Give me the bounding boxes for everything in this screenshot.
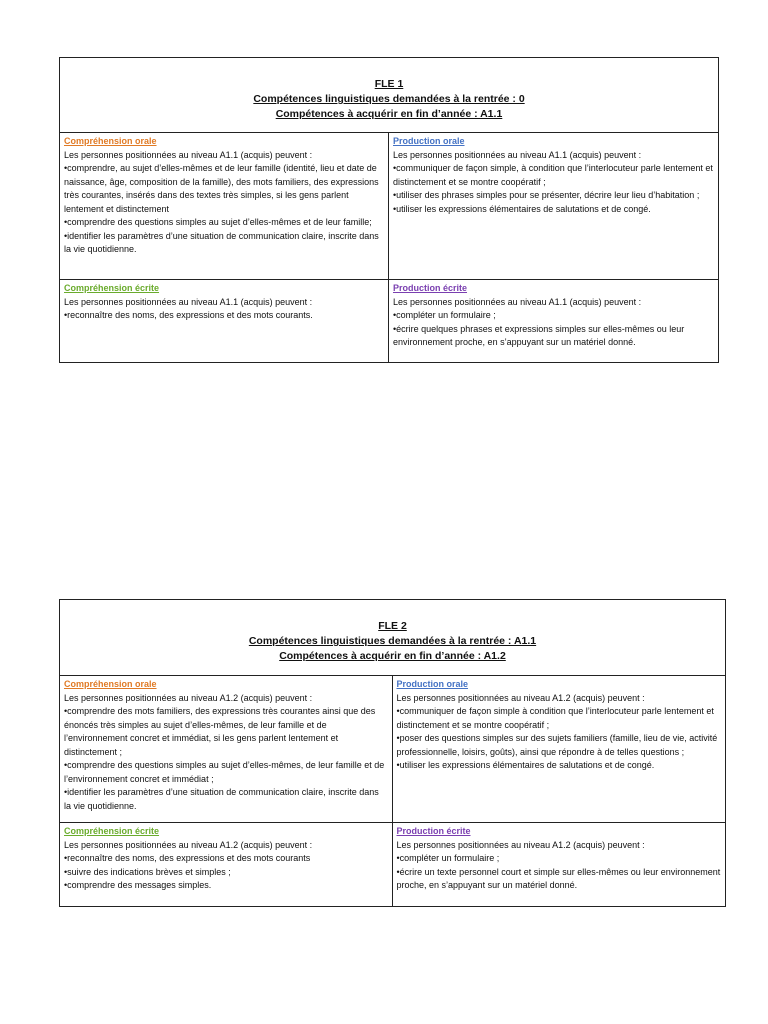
list-item: • comprendre des mots familiers, des expressions très courantes ainsi que des énoncés très simples au sujet d’elles-mêmes, de leur famille et de l’environnement concret et immédiat, si les gens parlent lentement et distinctement ; bbox=[64, 705, 388, 759]
list-item: • écrire un texte personnel court et simple sur elles-mêmes ou leur environnement proche, en s’appuyant sur un matériel donné. bbox=[397, 866, 722, 893]
section-intro: Les personnes positionnées au niveau A1.2 (acquis) peuvent : bbox=[396, 839, 645, 850]
list-item: • communiquer de façon simple à condition que l’interlocuteur parle lentement et distinctement et se montre coopératif ; bbox=[397, 705, 722, 732]
fle1-production-orale bbox=[389, 133, 718, 280]
section-intro: Les personnes positionnées au niveau A1.1 (acquis) peuvent : bbox=[64, 296, 313, 307]
list-item: • compléter un formulaire ; bbox=[393, 309, 714, 323]
list-item: • reconnaître des noms, des expressions et des mots courants. bbox=[64, 309, 384, 323]
fle1-card bbox=[59, 57, 719, 363]
fle2-comprehension-orale bbox=[60, 676, 393, 823]
fle1-title: FLE 1 bbox=[374, 78, 404, 90]
section-title: Production écrite bbox=[393, 283, 468, 293]
section-intro: Les personnes positionnées au niveau A1.2 (acquis) peuvent : bbox=[64, 839, 313, 850]
list-item: • identifier les paramètres d’une situation de communication claire, inscrite dans la vie quotidienne. bbox=[64, 230, 384, 257]
section-intro: Les personnes positionnées au niveau A1.1 (acquis) peuvent : bbox=[393, 296, 642, 307]
list-item: • écrire quelques phrases et expressions simples sur elles-mêmes ou leur environnement proche, en s’appuyant sur un matériel donné. bbox=[393, 323, 714, 350]
list-item: • poser des questions simples sur des sujets familiers (famille, lieu de vie, activité professionnelle, loisirs, goûts), ainsi que répondre à de telles questions ; bbox=[397, 732, 722, 759]
fle2-production-ecrite bbox=[393, 823, 726, 906]
list-item: • identifier les paramètres d’une situation de communication claire, inscrite dans la vie quotidienne. bbox=[64, 786, 388, 813]
list-item: • comprendre, au sujet d’elles-mêmes et de leur famille (identité, lieu et date de naissance, âge, composition de la famille), des mots familiers, des expressions très courantes, insérés dans des textes très simples, si les gens parlent lentement et distinctement bbox=[64, 162, 384, 216]
fle2-target-level: Compétences à acquérir en fin d’année : A1.2 bbox=[279, 650, 506, 662]
fle2-header bbox=[60, 600, 725, 676]
fle1-required-level: Compétences linguistiques demandées à la rentrée : 0 bbox=[253, 93, 525, 105]
section-title: Compréhension écrite bbox=[64, 826, 160, 836]
section-title: Production orale bbox=[393, 136, 465, 146]
section-intro: Les personnes positionnées au niveau A1.2 (acquis) peuvent : bbox=[396, 692, 645, 703]
fle1-comprehension-ecrite bbox=[60, 280, 389, 362]
section-intro: Les personnes positionnées au niveau A1.1 (acquis) peuvent : bbox=[393, 149, 642, 160]
section-title: Compréhension orale bbox=[64, 136, 157, 146]
list-item: • utiliser des phrases simples pour se présenter, décrire leur lieu d’habitation ; bbox=[393, 189, 714, 203]
list-item: • utiliser les expressions élémentaires de salutations et de congé. bbox=[393, 203, 714, 217]
fle1-production-ecrite bbox=[389, 280, 718, 362]
fle1-target-level: Compétences à acquérir en fin d’année : A1.1 bbox=[275, 108, 503, 120]
list-item: • compléter un formulaire ; bbox=[397, 852, 722, 866]
section-intro: Les personnes positionnées au niveau A1.2 (acquis) peuvent : bbox=[64, 692, 313, 703]
section-title: Compréhension orale bbox=[64, 679, 157, 689]
fle2-production-orale bbox=[393, 676, 726, 823]
section-title: Production orale bbox=[396, 679, 469, 689]
section-title: Compréhension écrite bbox=[64, 283, 160, 293]
fle2-card bbox=[59, 599, 726, 907]
fle2-comprehension-ecrite bbox=[60, 823, 393, 906]
section-title: Production écrite bbox=[396, 826, 471, 836]
fle1-header bbox=[60, 58, 718, 133]
list-item: • reconnaître des noms, des expressions et des mots courants bbox=[64, 852, 388, 866]
fle2-title: FLE 2 bbox=[378, 620, 407, 632]
list-item: • comprendre des questions simples au sujet d’elles-mêmes, de leur famille et de l’environnement concret et immédiat ; bbox=[64, 759, 388, 786]
list-item: • comprendre des questions simples au sujet d’elles-mêmes et de leur famille; bbox=[64, 216, 384, 230]
fle1-comprehension-orale bbox=[60, 133, 389, 280]
section-intro: Les personnes positionnées au niveau A1.1 (acquis) peuvent : bbox=[64, 149, 313, 160]
list-item: • suivre des indications brèves et simples ; bbox=[64, 866, 388, 880]
list-item: • communiquer de façon simple, à condition que l’interlocuteur parle lentement et distinctement et se montre coopératif ; bbox=[393, 162, 714, 189]
list-item: • comprendre des messages simples. bbox=[64, 879, 388, 893]
fle2-required-level: Compétences linguistiques demandées à la rentrée : A1.1 bbox=[248, 635, 537, 647]
list-item: • utiliser les expressions élémentaires de salutations et de congé. bbox=[397, 759, 722, 773]
